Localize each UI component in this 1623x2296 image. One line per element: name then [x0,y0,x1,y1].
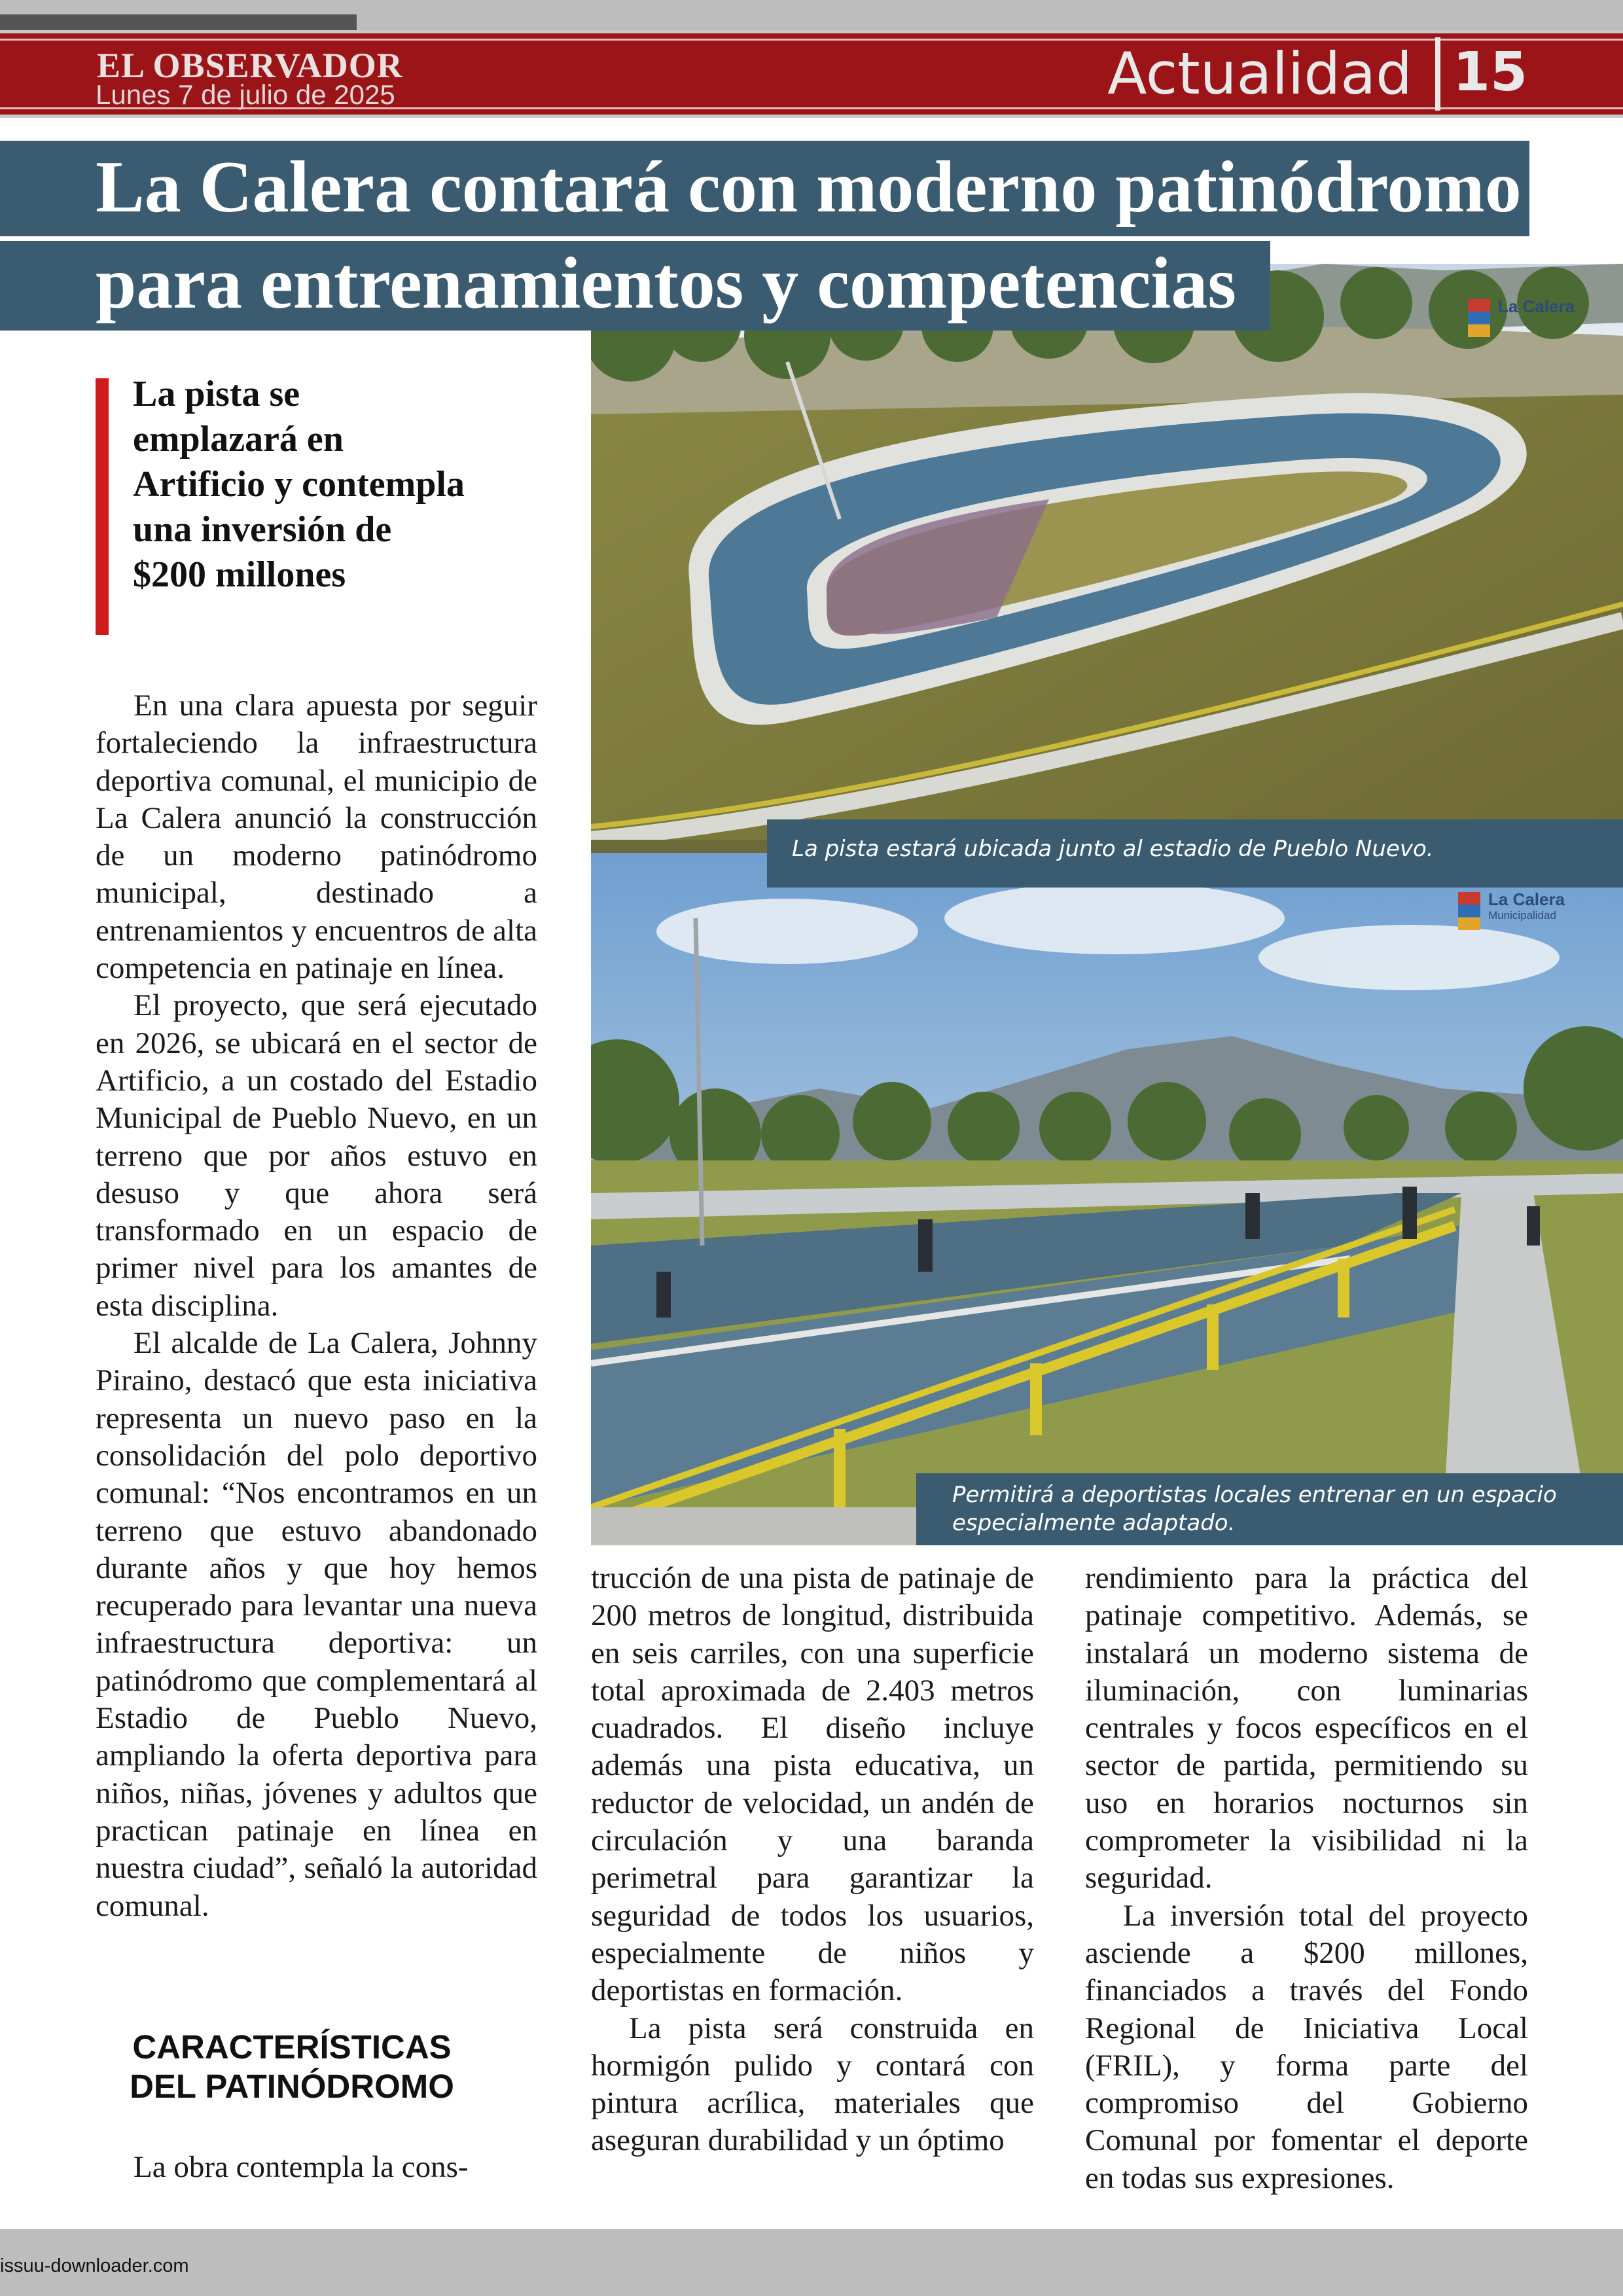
photo-ground-track [591,853,1623,1545]
body-paragraph: En una clara apuesta por seguir fortaleciendo la infraestructura deportiva comunal, el municipio de La Calera anunció la construcción de un moderno patinódromo municipal, destinado a entrenamientos y encuentros de alta competencia en patinaje en línea. [96,689,537,986]
logo-name: La Calera [1488,889,1565,909]
ground-track-illustration [591,853,1623,1545]
logo-mark [1458,892,1480,930]
top-strip-bar [0,14,357,30]
logo-subtitle: Municipalidad [1488,909,1556,922]
aerial-track-illustration [591,264,1623,853]
body-paragraph: trucción de una pista de patinaje de 200 metros de longitud, distribuida en seis carriles, con una superficie total aproximada de 2.403 metros cuadrados. El diseño incluye además una pista educativa, un reductor de velocidad, un andén de circulación y una baranda perimetral para garantizar la seguridad de todos los usuarios, especialmente de niños y deportistas en formación. [591,1561,1034,2008]
logo-mark [1468,299,1490,337]
headline-line-1: La Calera contará con moderno patinódromo [96,147,1522,228]
top-strip [0,0,1623,30]
lead-accent-bar [96,378,109,635]
body-paragraph: rendimiento para la práctica del patinaje competitivo. Además, se instalará un moderno sistema de iluminación, con luminarias centrales y focos específicos en el sector de partida, permitiendo su uso en horarios nocturnos sin comprometer la visibilidad ni la seguridad. [1085,1561,1528,1895]
section-subhead: CARACTERÍSTICAS DEL PATINÓDROMO [130,2028,454,2105]
body-paragraph: La inversión total del proyecto asciende a $200 millones, financiados a través del Fondo Regional de Iniciativa Local (FRIL), y forma parte del compromiso del Gobierno Comunal por fomentar el deporte en todas sus expresiones. [1085,1898,1528,2195]
page-number: 15 [1453,41,1528,103]
body-column-2 [591,1560,1034,2160]
body-paragraph: El proyecto, que será ejecutado en 2026, se ubicará en el sector de Artificio, a un costado del Estadio Municipal de Pueblo Nuevo, en un terreno que por años estuvo en desuso y que ahora será transformado en un espacio de primer nivel para los amantes de esta disciplina. [96,988,537,1323]
headline-line-2: para entrenamientos y competencias [96,243,1236,324]
issue-date: Lunes 7 de julio de 2025 [96,79,395,110]
paper-name: EL OBSERVADOR [97,46,403,85]
body-paragraph: La obra contempla la cons- [134,2150,469,2184]
section-separator [1435,37,1440,111]
municipality-logo [1468,296,1599,340]
footer-bar [0,2229,1623,2296]
body-paragraph: La pista será construida en hormigón pulido y contará con pintura acrílica, materiales que aseguran durabilidad y un óptimo [591,2011,1034,2158]
body-column-3 [1085,1560,1528,2197]
masthead [0,30,1623,118]
logo-name: La Calera [1498,296,1575,316]
photo-aerial-track [591,264,1623,853]
photo-caption-bottom: Permitirá a deportistas locales entrenar en un espacio especialmente adaptado. [916,1473,1623,1545]
section-name: Actualidad [1107,40,1412,107]
body-paragraph: El alcalde de La Calera, Johnny Piraino, destacó que esta iniciativa representa un nuevo paso en la consolidación del polo deportivo comunal: “Nos encontramos en un terreno que estuvo abandonado durante años y que hoy hemos recuperado para levantar una nueva infraestructura deportiva: un patinódromo que complementará al Estadio de Pueblo Nuevo, ampliando la oferta deportiva para niños, niñas, jóvenes y adultos que practican patinaje en línea en nuestra ciudad”, señaló la autoridad comunal. [96,1326,537,1923]
body-column-1-tail [96,2149,537,2186]
photo-caption-top: La pista estará ubicada junto al estadio de Pueblo Nuevo. [767,819,1623,888]
municipality-logo [1458,889,1589,933]
source-watermark: issuu-downloader.com [0,2255,189,2276]
lead-paragraph: La pista se emplazará en Artificio y contempla una inversión de $200 millones [133,374,465,595]
body-column-1 [96,687,537,1925]
